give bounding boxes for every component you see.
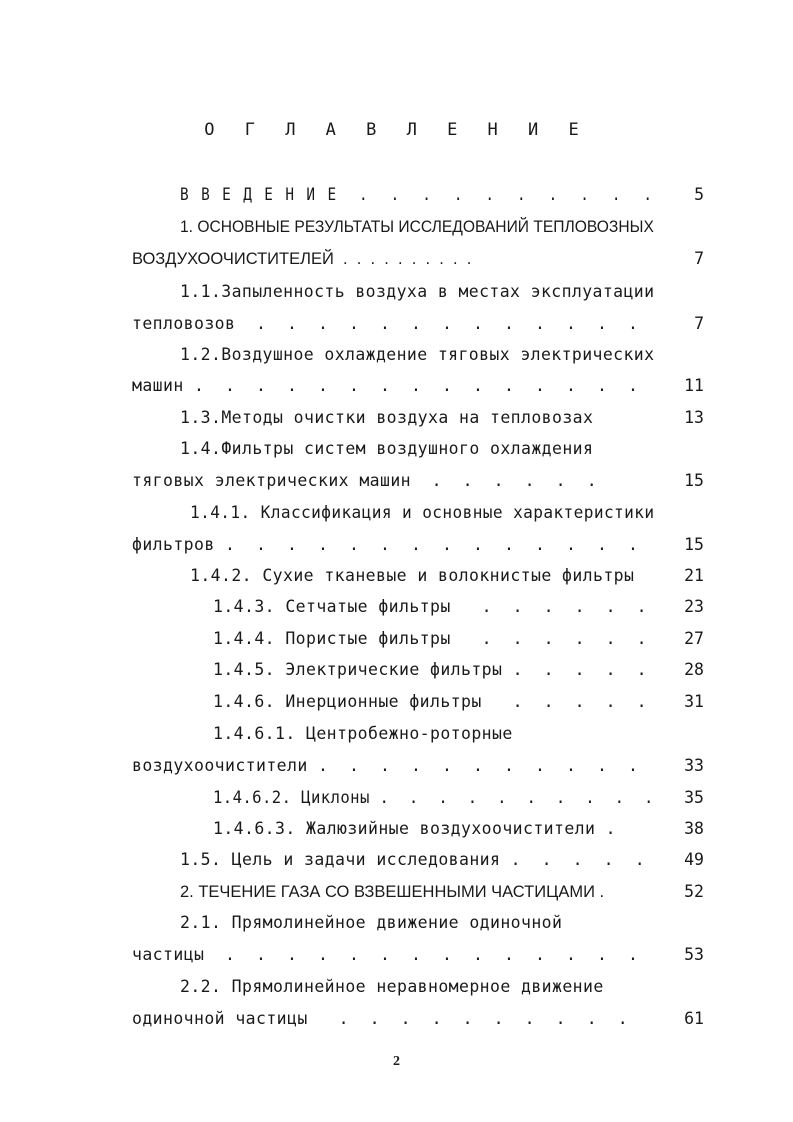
toc-entry-page: 23 (684, 597, 704, 616)
toc-entry-text: 1.4.6.1. Центробежно-роторные (213, 724, 513, 743)
toc-entry-text: 1.3.Методы очистки воздуха на тепловозах (180, 408, 594, 427)
toc-entry-page: 27 (684, 629, 704, 648)
toc-entry-page: 13 (684, 408, 704, 427)
toc-entry-text: 1.4.4. Пористые фильтры . . . . . . (213, 629, 648, 648)
toc-entry-page: 7 (694, 314, 704, 333)
toc-entry-page: 31 (684, 692, 704, 711)
toc-entry-text: 1.4.6.2. Циклоны . . . . . . . . . . (213, 788, 654, 807)
toc-entry-text: 2. ТЕЧЕНИЕ ГАЗА СО ВЗВЕШЕННЫМИ ЧАСТИЦАМИ . (180, 883, 605, 901)
toc-entry-text: 2.2. Прямолинейное неравномерное движение (180, 977, 604, 996)
toc-entry-text: машин . . . . . . . . . . . . . . . (132, 376, 639, 395)
toc-entry-page: 15 (684, 471, 704, 490)
page-number: 2 (393, 1054, 400, 1069)
toc-entry-text: 1. ОСНОВНЫЕ РЕЗУЛЬТАТЫ ИССЛЕДОВАНИЙ ТЕПЛОВОЗНЫХ (180, 218, 654, 236)
toc-entry-text: 1.2.Воздушное охлаждение тяговых электрических (180, 345, 655, 364)
toc-entry-text: фильтров . . . . . . . . . . . . . . (132, 535, 639, 554)
toc-entry-page: 38 (684, 819, 704, 838)
toc-entry-text: 1.4.3. Сетчатые фильтры . . . . . . (213, 597, 648, 616)
toc-entry-text: воздухоочистители . . . . . . . . . . . (132, 756, 639, 775)
toc-entry-text: 1.4.6.3. Жалюзийные воздухоочистители . (213, 819, 617, 838)
toc-entry-text: 2.1. Прямолинейное движение одиночной (180, 913, 563, 932)
toc-entry-page: 52 (684, 882, 704, 901)
toc-entry-page: 53 (684, 945, 704, 964)
toc-entry-text: ВОЗДУХООЧИСТИТЕЛЕЙ . . . . . . . . . . (132, 250, 472, 268)
toc-entry-text: 1.4.1. Классификация и основные характеристики (190, 503, 655, 522)
toc-entry-text: В В Е Д Е Н И Е . . . . . . . . . . (180, 185, 654, 204)
toc-entry-text: 1.4.Фильтры систем воздушного охлаждения (180, 439, 594, 458)
toc-entry-page: 49 (684, 850, 704, 869)
toc-entry-text: 1.4.5. Электрические фильтры . . . . . (213, 660, 648, 679)
toc-entry-page: 28 (684, 660, 704, 679)
toc-entry-page: 61 (684, 1009, 704, 1028)
toc-entry-page: 7 (694, 249, 704, 268)
toc-entry-text: тяговых электрических машин . . . . . . (132, 471, 598, 490)
toc-entry-text: частицы . . . . . . . . . . . . . . (132, 945, 639, 964)
toc-entry-text: одиночной частицы . . . . . . . . . . (132, 1009, 629, 1028)
toc-entry-page: 33 (684, 756, 704, 775)
toc-entry-page: 15 (684, 535, 704, 554)
toc-entry-text: тепловозов . . . . . . . . . . . . . (132, 314, 639, 333)
toc-entry-page: 21 (684, 566, 704, 585)
toc-entry-text: 1.4.2. Сухие тканевые и волокнистые фильтры (190, 566, 635, 585)
toc-entry-text: 1.1.Запыленность воздуха в местах эксплуатации (180, 282, 655, 301)
page-title: О Г Л А В Л Е Н И Е (204, 120, 589, 140)
toc-entry-text: 1.5. Цель и задачи исследования . . . . . (180, 850, 646, 869)
toc-entry-page: 11 (684, 376, 704, 395)
toc-entry-page: 35 (684, 788, 704, 807)
toc-entry-text: 1.4.6. Инерционные фильтры . . . . . (213, 692, 648, 711)
toc-entry-page: 5 (694, 185, 704, 204)
